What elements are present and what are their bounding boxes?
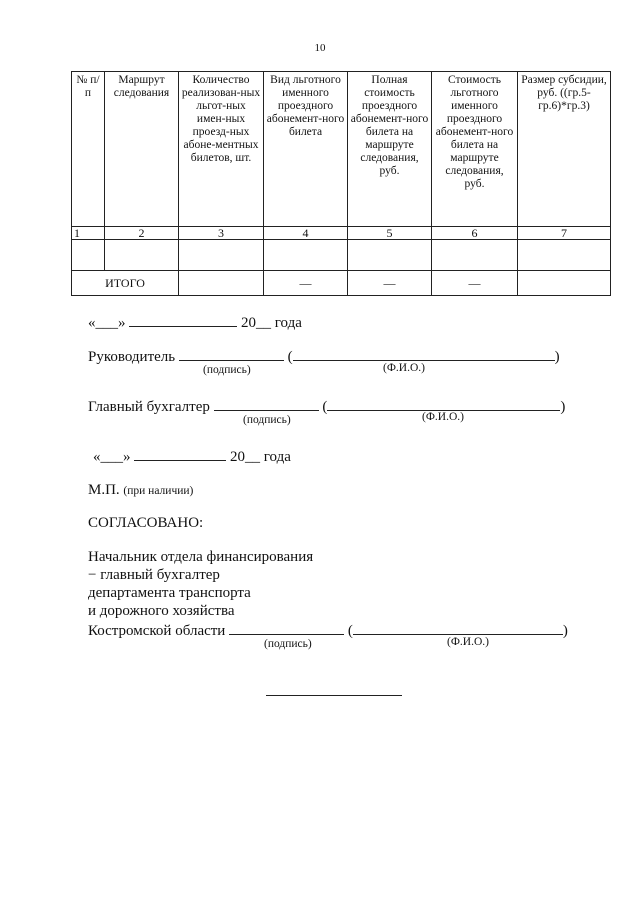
approval-fio-field[interactable] (353, 620, 563, 635)
header-cell: Маршрут следования (105, 72, 179, 227)
head-signature-line (88, 346, 560, 366)
open-paren: ( (347, 623, 353, 639)
stamp-line (88, 482, 193, 499)
head-signature-field[interactable] (179, 346, 284, 361)
total-cell[interactable] (179, 271, 264, 296)
column-number: 4 (264, 227, 348, 240)
close-paren: ) (554, 349, 560, 365)
date-day: «___» (88, 315, 126, 331)
total-row (72, 271, 611, 296)
header-cell: Стоимость льготного именного проездного абонемент-ного билета на маршруте следования, руб. (432, 72, 518, 227)
approval-fio-caption: (Ф.И.О.) (447, 636, 489, 648)
total-dash: — (348, 271, 432, 296)
head-fio-field[interactable] (293, 346, 555, 361)
table-cell[interactable] (518, 240, 611, 271)
total-cell[interactable] (518, 271, 611, 296)
total-dash: — (432, 271, 518, 296)
date-month-field[interactable] (134, 446, 226, 461)
column-number: 2 (105, 227, 179, 240)
header-cell: Полная стоимость проездного абонемент-ного билета на маршруте следования, руб. (348, 72, 432, 227)
date-month-field[interactable] (129, 312, 237, 327)
table-header-row (72, 72, 611, 227)
head-signature-caption: (подпись) (203, 364, 251, 376)
open-paren: ( (322, 399, 328, 415)
accountant-fio-caption: (Ф.И.О.) (422, 411, 464, 423)
header-cell: № п/п (72, 72, 105, 227)
approval-line-1: Начальник отдела финансирования (88, 549, 314, 565)
column-number-row (72, 227, 611, 240)
page-number: 10 (314, 42, 326, 54)
date-line (88, 312, 302, 332)
approval-signature-field[interactable] (229, 620, 344, 635)
accountant-signature-field[interactable] (214, 396, 319, 411)
accountant-signature-line (88, 396, 565, 416)
stamp-label: М.П. (88, 482, 120, 498)
approval-line-3: департамента транспорта (88, 585, 251, 601)
header-cell: Количество реализован-ных льгот-ных имен-ных проезд-ных абоне-ментных билетов, шт. (179, 72, 264, 227)
accountant-label: Главный бухгалтер (88, 399, 210, 415)
table-row (72, 240, 611, 271)
column-number: 7 (518, 227, 611, 240)
close-paren: ) (560, 399, 566, 415)
table-cell[interactable] (105, 240, 179, 271)
total-label: ИТОГО (72, 271, 179, 296)
stamp-note: (при наличии) (123, 485, 194, 497)
accountant-fio-field[interactable] (327, 396, 560, 411)
date-year: 20__ года (230, 449, 291, 465)
approval-line-2: − главный бухгалтер (88, 567, 220, 583)
header-cell: Размер субсидии, руб. ((гр.5-гр.6)*гр.3) (518, 72, 611, 227)
date-year: 20__ года (241, 315, 302, 331)
head-fio-caption: (Ф.И.О.) (383, 362, 425, 374)
open-paren: ( (287, 349, 293, 365)
column-number: 1 (72, 227, 105, 240)
approval-signature-caption: (подпись) (264, 638, 312, 650)
table-cell[interactable] (72, 240, 105, 271)
table-cell[interactable] (264, 240, 348, 271)
head-label: Руководитель (88, 349, 176, 365)
date-day: «___» (93, 449, 131, 465)
total-dash: — (264, 271, 348, 296)
approval-signature-line (88, 620, 568, 640)
table-cell[interactable] (179, 240, 264, 271)
approval-title: СОГЛАСОВАНО: (88, 515, 204, 531)
column-number: 5 (348, 227, 432, 240)
closing-rule (266, 695, 402, 696)
column-number: 6 (432, 227, 518, 240)
approval-line-4: и дорожного хозяйства (88, 603, 235, 619)
date-line-2 (93, 446, 291, 466)
table-cell[interactable] (432, 240, 518, 271)
approval-line-5: Костромской области (88, 623, 226, 639)
close-paren: ) (562, 623, 568, 639)
subsidy-table (71, 71, 611, 296)
header-cell: Вид льготного именного проездного абонемент-ного билета (264, 72, 348, 227)
column-number: 3 (179, 227, 264, 240)
table-cell[interactable] (348, 240, 432, 271)
accountant-signature-caption: (подпись) (243, 414, 291, 426)
